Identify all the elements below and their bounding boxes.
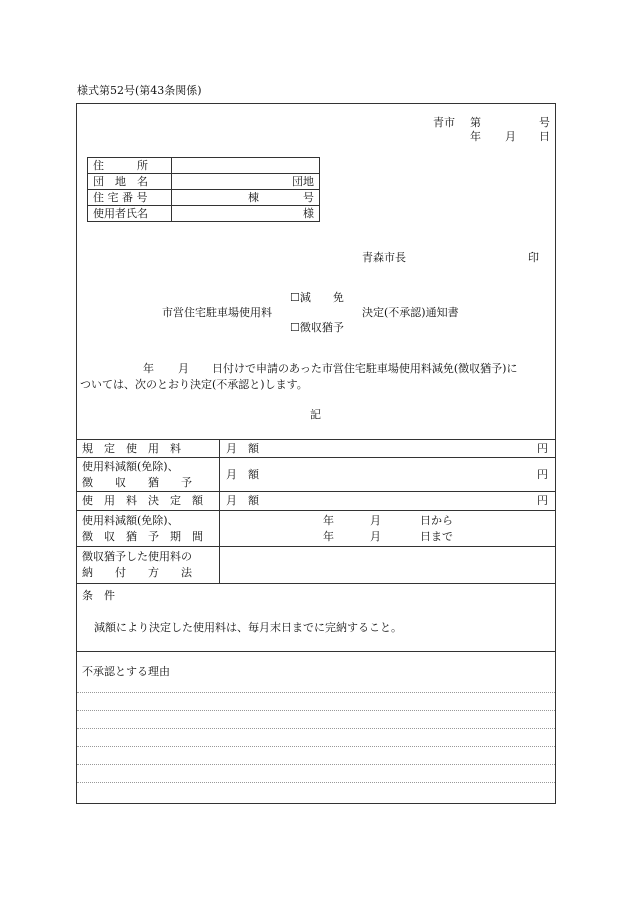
r4-to-month: 月 <box>370 530 381 543</box>
table-row <box>88 206 320 222</box>
row-divider <box>76 491 556 492</box>
row-divider <box>76 510 556 511</box>
address-label: 住 所 <box>88 158 172 174</box>
reason-line <box>77 692 555 693</box>
estate-name-label: 団 地 名 <box>88 174 172 190</box>
body-year: 年 <box>143 362 154 375</box>
notice-title-right: 決定(不承認)通知書 <box>362 306 459 319</box>
user-name-label: 使用者氏名 <box>88 206 172 222</box>
reason-line <box>77 746 555 747</box>
row-divider <box>76 583 556 584</box>
recipient-info-table <box>87 157 320 222</box>
conditions-heading: 条 件 <box>82 589 115 602</box>
reason-line <box>77 782 555 783</box>
r4-to-day: 日まで <box>420 530 453 543</box>
mayor-seal: 印 <box>528 251 539 264</box>
body-line2: ついては、次のとおり決定(不承認と)します。 <box>80 378 308 391</box>
r5-label-line1: 徴収猶予した使用料の <box>82 550 192 563</box>
reason-line <box>77 728 555 729</box>
estate-name-value: 団地 <box>172 174 320 190</box>
row-divider <box>76 439 556 440</box>
r3-yen: 円 <box>537 494 548 507</box>
doc-number-prefix: 青市 <box>433 116 455 129</box>
doc-date-year: 年 <box>470 130 481 143</box>
table-row <box>88 174 320 190</box>
option-deferral-checkbox: ☐徴収猶予 <box>290 321 344 334</box>
r4-from-month: 月 <box>370 514 381 527</box>
table-row <box>88 190 320 206</box>
r3-label: 使 用 料 決 定 額 <box>82 494 203 507</box>
r2-yen: 円 <box>537 468 548 481</box>
form-title: 様式第52号(第43条関係) <box>77 84 202 97</box>
r4-label-line1: 使用料減額(免除)、 <box>82 514 179 527</box>
doc-date-month: 月 <box>505 130 516 143</box>
user-name-value: 様 <box>172 206 320 222</box>
reason-line <box>77 764 555 765</box>
table-row <box>88 158 320 174</box>
house-number-value: 棟 号 <box>172 190 320 206</box>
r1-yen: 円 <box>537 442 548 455</box>
r2-label-line1: 使用料減額(免除)、 <box>82 460 179 473</box>
notice-title-left: 市営住宅駐車場使用料 <box>162 306 272 319</box>
reason-line <box>77 710 555 711</box>
doc-number-go: 号 <box>539 116 550 129</box>
r2-label-line2: 徴 収 猶 予 <box>82 476 192 489</box>
doc-date-day: 日 <box>539 130 550 143</box>
house-number-label: 住 宅 番 号 <box>88 190 172 206</box>
row-divider <box>76 457 556 458</box>
r5-label-line2: 納 付 方 法 <box>82 566 192 579</box>
r4-label-line2: 徴 収 猶 予 期 間 <box>82 530 203 543</box>
column-divider <box>219 439 220 583</box>
r1-label: 規 定 使 用 料 <box>82 442 181 455</box>
r4-to-year: 年 <box>323 530 334 543</box>
conditions-text: 減額により決定した使用料は、毎月末日までに完納すること。 <box>94 621 402 634</box>
doc-number-dai: 第 <box>470 116 481 129</box>
address-value <box>172 158 320 174</box>
row-divider <box>76 546 556 547</box>
r1-month: 月 額 <box>226 442 259 455</box>
body-line1-rest: 日付けで申請のあった市営住宅駐車場使用料減免(徴収猶予)に <box>212 362 518 375</box>
mayor-title: 青森市長 <box>362 251 406 264</box>
row-divider <box>76 651 556 652</box>
option-reduction-checkbox: ☐減 免 <box>290 291 344 304</box>
r2-month: 月 額 <box>226 468 259 481</box>
r3-month: 月 額 <box>226 494 259 507</box>
reason-heading: 不承認とする理由 <box>82 665 170 678</box>
ki-heading: 記 <box>310 408 321 421</box>
r4-from-year: 年 <box>323 514 334 527</box>
body-month: 月 <box>178 362 189 375</box>
r4-from-day: 日から <box>420 514 453 527</box>
